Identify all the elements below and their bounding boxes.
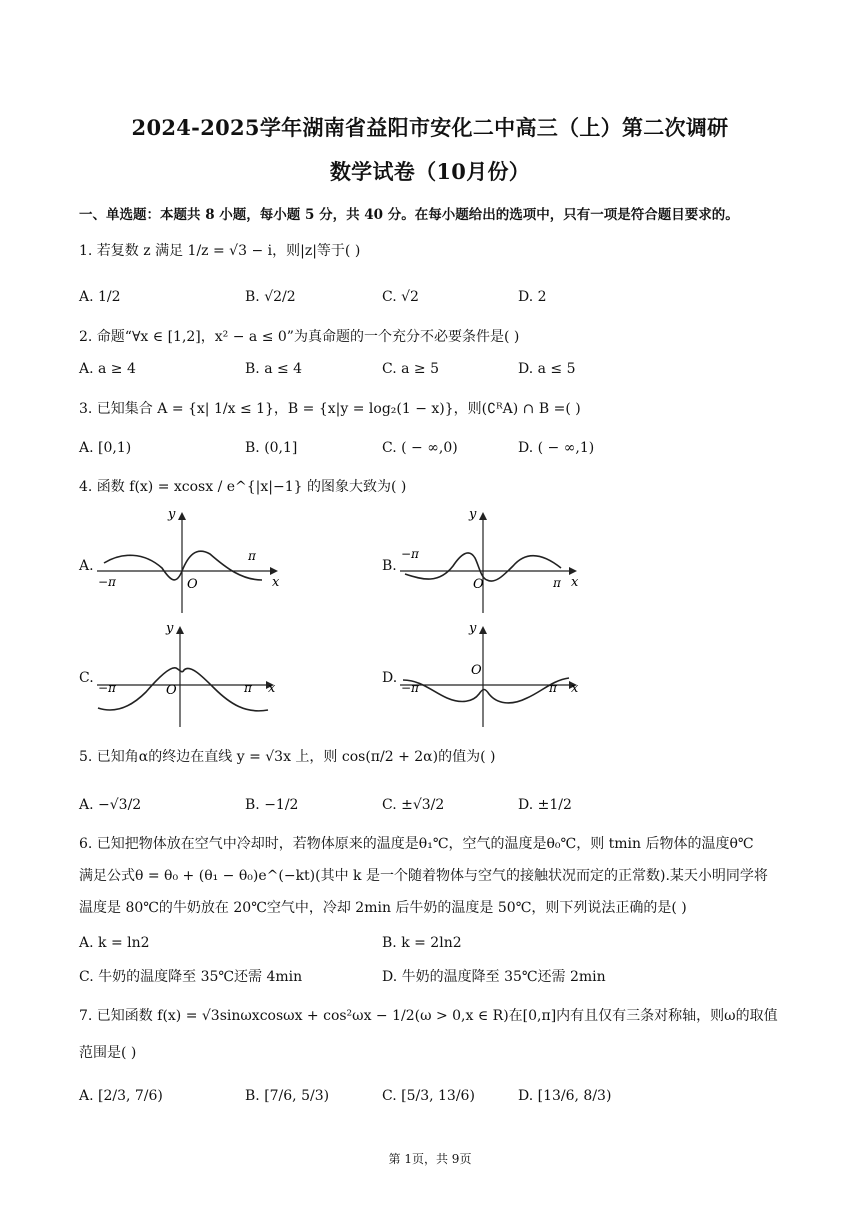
y-axis-arrow: [479, 626, 487, 634]
exam-title-line2: 数学试卷（10月份）: [329, 159, 531, 184]
q4-option-c-label: C.: [79, 670, 94, 686]
x-axis-arrow: [569, 567, 577, 575]
q7-option-d: D. [13/6, 8/3): [518, 1088, 612, 1104]
pi-label: π: [244, 681, 252, 695]
question-7-line2: 范围是( ): [79, 1045, 137, 1061]
q4-option-b-label: B.: [382, 558, 397, 574]
origin-label: O: [166, 683, 177, 698]
x-label: x: [272, 575, 280, 590]
q4-graph-c: [92, 622, 292, 732]
y-label: y: [168, 508, 176, 522]
y-axis-arrow: [178, 512, 186, 520]
question-4-stem: 4. 函数 f(x) = xcosx / e^{|x|−1} 的图象大致为( ): [79, 479, 407, 495]
q5-option-a: A. −√3/2: [79, 797, 142, 813]
q5-option-b: B. −1/2: [245, 797, 299, 813]
neg-pi-label: −π: [401, 681, 419, 695]
y-label: y: [469, 622, 477, 636]
question-3-stem: 3. 已知集合 A = {x| 1/x ≤ 1}，B = {x|y = log₂(1 − x)}，则(∁ᴿA) ∩ B =( ): [79, 401, 581, 417]
x-label: x: [571, 681, 579, 696]
question-6-line3: 温度是 80℃的牛奶放在 20℃空气中，冷却 2min 后牛奶的温度是 50℃，则下列说法正确的是( ): [79, 900, 687, 916]
q3-option-b: B. (0,1]: [245, 440, 298, 456]
q3-option-c: C. ( − ∞,0): [382, 440, 458, 456]
page-footer: 第 1页，共 9页: [388, 1152, 472, 1166]
q1-option-c: C. √2: [382, 289, 419, 305]
neg-pi-label: −π: [401, 547, 419, 561]
q3-option-a: A. [0,1): [79, 440, 132, 456]
y-label: y: [166, 622, 174, 636]
q7-option-c: C. [5/3, 13/6): [382, 1088, 475, 1104]
q3-option-d: D. ( − ∞,1): [518, 440, 595, 456]
q1-option-b: B. √2/2: [245, 289, 296, 305]
curve: [104, 551, 262, 580]
x-label: x: [571, 575, 579, 590]
pi-label: π: [549, 681, 557, 695]
pi-label: π: [248, 549, 256, 563]
y-axis-arrow: [176, 626, 184, 634]
curve: [98, 668, 268, 711]
question-6-line1: 6. 已知把物体放在空气中冷却时，若物体原来的温度是θ₁℃，空气的温度是θ₀℃，则 tmin 后物体的温度θ℃: [79, 836, 754, 852]
q6-option-a: A. k = ln2: [79, 935, 150, 951]
q4-graph-b: [395, 508, 595, 618]
neg-pi-label: −π: [98, 575, 116, 589]
q6-option-c: C. 牛奶的温度降至 35℃还需 4min: [79, 969, 303, 985]
pi-label: π: [553, 576, 561, 590]
q7-option-a: A. [2/3, 7/6): [79, 1088, 163, 1104]
q6-option-d: D. 牛奶的温度降至 35℃还需 2min: [382, 969, 606, 985]
question-1-stem: 1. 若复数 z 满足 1/z = √3 − i，则|z|等于( ): [79, 243, 361, 259]
x-label: x: [268, 681, 276, 696]
q1-option-d: D. 2: [518, 289, 547, 305]
q5-option-c: C. ±√3/2: [382, 797, 445, 813]
curve: [403, 678, 569, 703]
origin-label: O: [473, 577, 484, 592]
q7-option-b: B. [7/6, 5/3): [245, 1088, 330, 1104]
x-axis-arrow: [270, 567, 278, 575]
q4-option-d-label: D.: [382, 670, 398, 686]
q5-option-d: D. ±1/2: [518, 797, 572, 813]
origin-label: O: [471, 663, 482, 678]
q2-option-c: C. a ≥ 5: [382, 361, 439, 377]
section-heading: 一、单选题：本题共 8 小题，每小题 5 分，共 40 分。在每小题给出的选项中，只有一项是符合题目要求的。: [79, 207, 739, 223]
q4-option-a-label: A.: [79, 558, 94, 574]
question-7-line1: 7. 已知函数 f(x) = √3sinωxcosωx + cos²ωx − 1/2(ω > 0,x ∈ R)在[0,π]内有且仅有三条对称轴，则ω的取值: [79, 1008, 778, 1024]
q1-option-a: A. 1/2: [79, 289, 121, 305]
question-5-stem: 5. 已知角α的终边在直线 y = √3x 上，则 cos(π/2 + 2α)的值为( ): [79, 749, 496, 765]
origin-label: O: [187, 577, 198, 592]
neg-pi-label: −π: [98, 681, 116, 695]
y-axis-arrow: [479, 512, 487, 520]
exam-title-line1: 2024-2025学年湖南省益阳市安化二中高三（上）第二次调研: [131, 115, 729, 140]
q4-graph-d: [395, 622, 595, 732]
q2-option-d: D. a ≤ 5: [518, 361, 576, 377]
question-6-line2: 满足公式θ = θ₀ + (θ₁ − θ₀)e^(−kt)(其中 k 是一个随着物体与空气的接触状况而定的正常数).某天小明同学将: [79, 868, 768, 884]
q6-option-b: B. k = 2ln2: [382, 935, 462, 951]
q2-option-a: A. a ≥ 4: [79, 361, 136, 377]
q4-graph-a: [92, 508, 292, 618]
q2-option-b: B. a ≤ 4: [245, 361, 303, 377]
y-label: y: [469, 508, 477, 522]
question-2-stem: 2. 命题“∀x ∈ [1,2]，x² − a ≤ 0”为真命题的一个充分不必要条件是( ): [79, 329, 520, 345]
